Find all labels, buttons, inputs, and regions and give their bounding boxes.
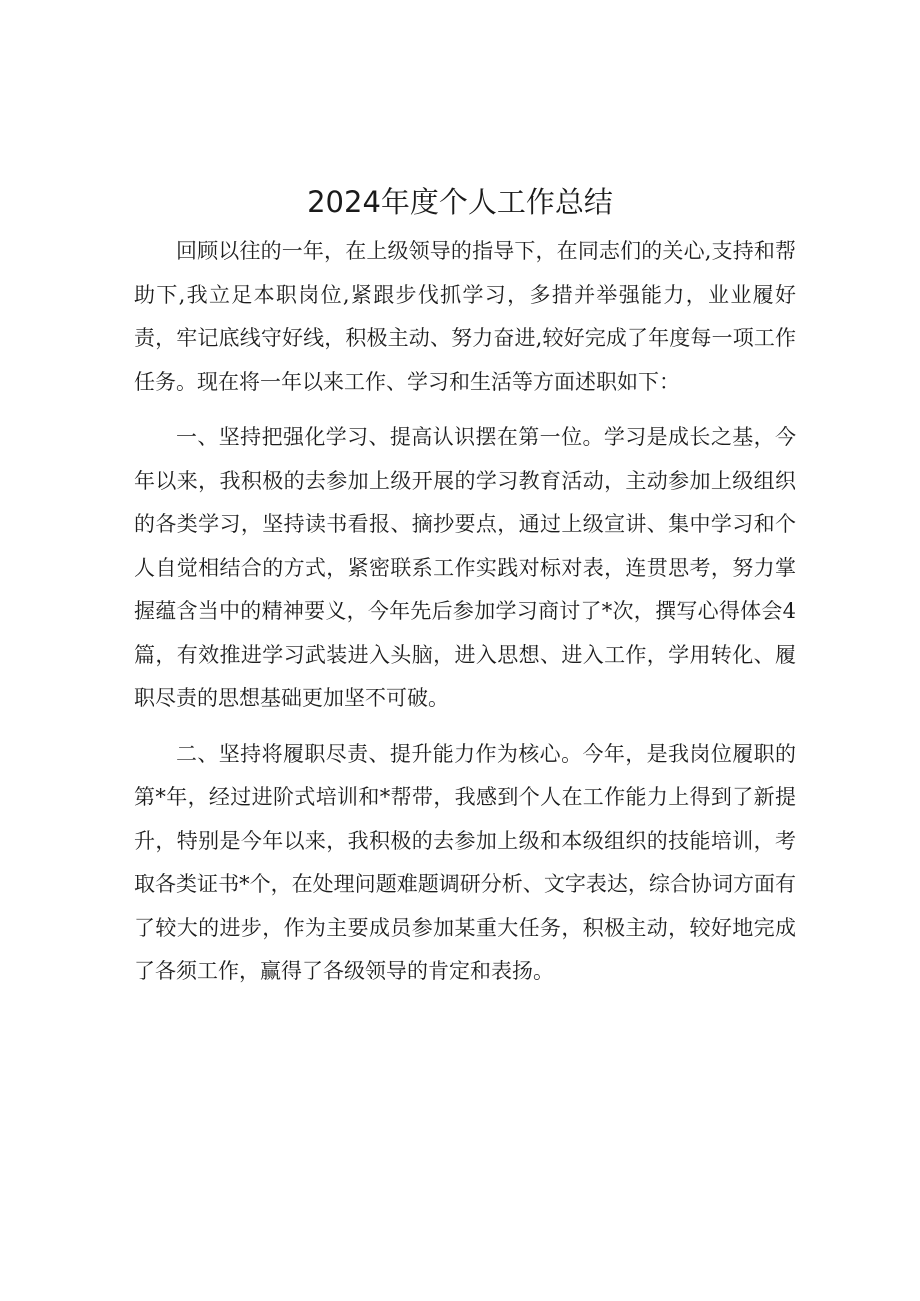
paragraph-intro: 回顾以往的一年，在上级领导的指导下，在同志们的关心,支持和帮助下,我立足本职岗位,紧跟步伐抓学习，多措并举强能力，业业履好责，牢记底线守好线，积极主动、努力奋进,较好完成了年度每一项工作任务。现在将一年以来工作、学习和生活等方面述职如下： bbox=[134, 239, 796, 394]
paragraph-learning: 一、坚持把强化学习、提高认识摆在第一位。学习是成长之基，今年以来，我积极的去参加上级开展的学习教育活动，主动参加上级组织的各类学习，坚持读书看报、摘抄要点，通过上级宣讲、集中学习和个人自觉相结合的方式，紧密联系工作实践对标对表，连贯思考，努力掌握蕴含当中的精神要义，今年先后参加学习商讨了*次，撰写心得体会4篇，有效推进学习武装进入头脑，进入思想、进入工作，学用转化、履职尽责的思想基础更加坚不可破。 bbox=[134, 425, 796, 710]
document-body bbox=[134, 230, 796, 994]
document-title: 2024年度个人工作总结 bbox=[307, 185, 613, 219]
paragraph-duty: 二、坚持将履职尽责、提升能力作为核心。今年，是我岗位履职的第*年，经过进阶式培训和*帮带，我感到个人在工作能力上得到了新提升，特别是今年以来，我积极的去参加上级和本级组织的技能培训，考取各类证书*个，在处理问题难题调研分析、文字表达，综合协词方面有了较大的进步，作为主要成员参加某重大任务，积极主动，较好地完成了各须工作，赢得了各级领导的肯定和表扬。 bbox=[134, 741, 796, 983]
